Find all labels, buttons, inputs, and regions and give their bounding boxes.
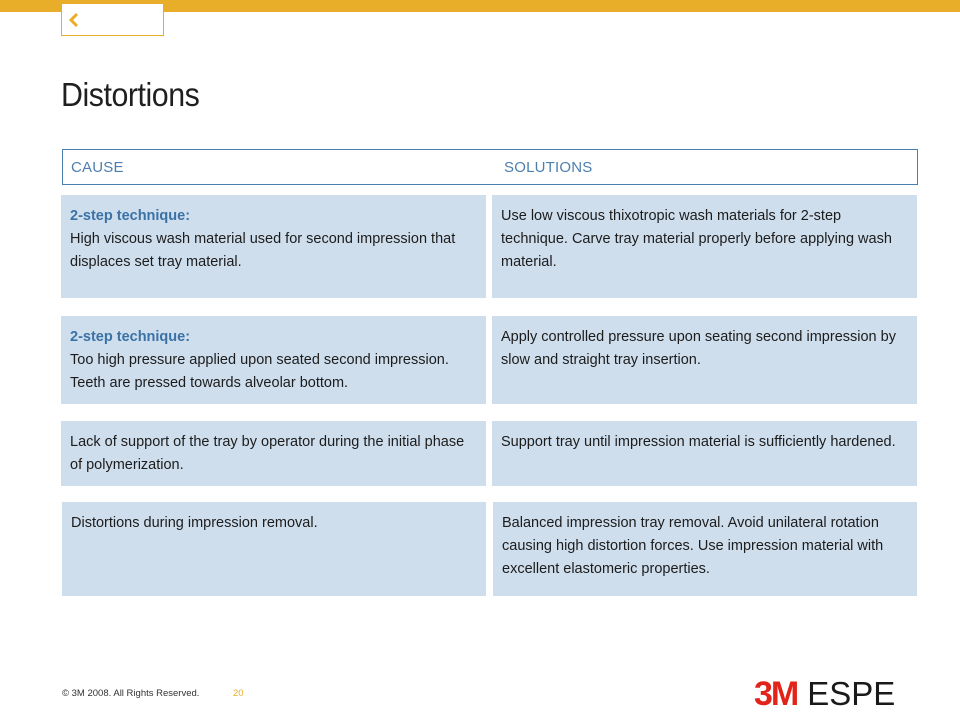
cause-cell — [61, 316, 486, 404]
solution-cell — [493, 502, 917, 596]
cause-text: Lack of support of the tray by operator during the initial phase of polymerization. — [70, 434, 465, 473]
cause-text: Too high pressure applied upon seated second impression. Teeth are pressed towards alveolar bottom. — [70, 352, 449, 391]
cause-cell — [62, 502, 486, 596]
cause-text: Distortions during impression removal. — [71, 515, 318, 531]
logo-3m: 3M — [754, 675, 798, 713]
brand-logo — [754, 676, 895, 712]
logo-espe: ESPE — [807, 675, 896, 712]
cause-cell — [61, 195, 486, 298]
solution-text: Use low viscous thixotropic wash materials for 2-step technique. Carve tray material properly before applying wash material. — [501, 208, 892, 270]
solution-cell — [492, 316, 917, 404]
page-title: Distortions — [61, 76, 200, 113]
header-solutions: SOLUTIONS — [504, 159, 593, 176]
solution-text: Balanced impression tray removal. Avoid unilateral rotation causing high distortion forces. Use impression material with excellent elastomeric properties. — [502, 515, 884, 577]
cause-text: High viscous wash material used for second impression that displaces set tray material. — [70, 231, 456, 270]
copyright-text: © 3M 2008. All Rights Reserved. — [62, 688, 200, 699]
solution-text: Support tray until impression material is sufficiently hardened. — [501, 434, 896, 450]
cause-cell — [61, 421, 486, 486]
cause-label: 2-step technique: — [70, 208, 191, 224]
header-cause: CAUSE — [71, 159, 124, 176]
back-button[interactable] — [61, 4, 164, 36]
table-header — [62, 149, 918, 185]
solution-cell — [492, 421, 917, 486]
cause-label: 2-step technique: — [70, 329, 191, 345]
solution-text: Apply controlled pressure upon seating second impression by slow and straight tray insertion. — [501, 329, 896, 368]
page-number: 20 — [233, 688, 244, 699]
solution-cell — [492, 195, 917, 298]
